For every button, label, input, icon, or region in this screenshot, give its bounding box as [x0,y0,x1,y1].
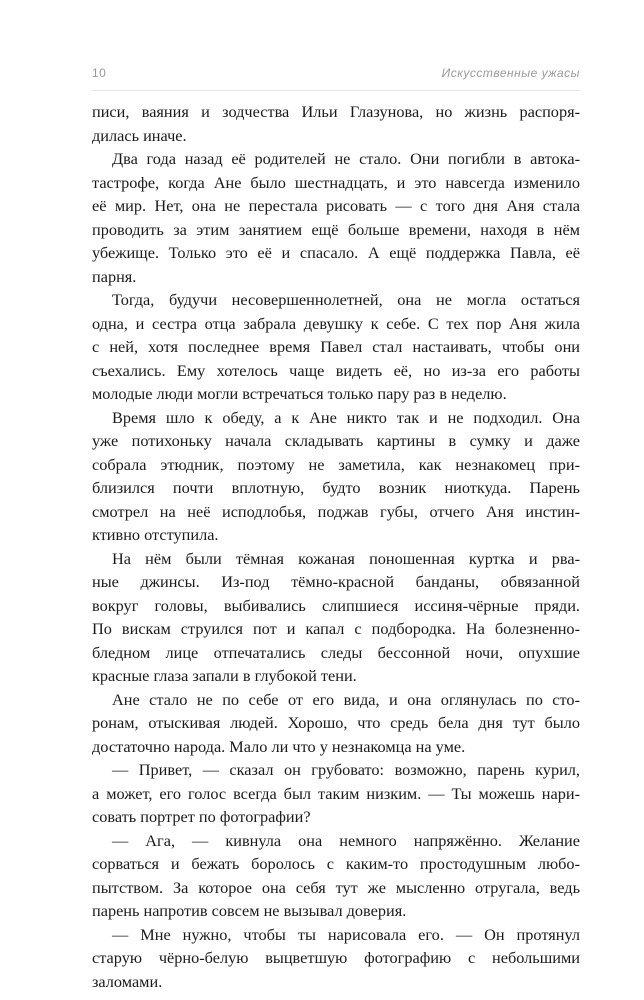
paragraph [92,288,580,406]
text-line: парень напротив совсем не вызывал доверия. [92,901,407,920]
text-line: заломами. [92,971,163,991]
paragraph [92,406,580,547]
text-line: её мир. Нет, она не перестала рисовать — с того дня Аня стала [92,196,580,215]
header-divider [92,90,580,91]
text-line: тастрофе, когда Ане было шестнадцать, и это навсегда изменило [92,172,580,192]
text-line: проводить за этим занятием ещё больше времени, находя в нём [92,219,580,239]
text-line: с ней, хотя последнее время Павел стал настаивать, чтобы они [92,337,580,356]
text-line: На нём были тёмная кожаная поношенная куртка и рва- [112,548,580,568]
text-line: ктивно отступила. [92,525,219,544]
paragraph [92,547,580,688]
text-line: собрала этюдник, поэтому не заметила, как незнакомец при- [92,454,580,474]
paragraph [92,100,580,147]
paragraph [92,923,580,994]
paragraph [92,147,580,288]
text-line: По вискам струился пот и капал с подбородка. На болезненно- [92,619,580,638]
text-line: бледном лице отпечатались следы бессонной ночи, опухшие [92,642,580,662]
text-line: пытством. За которое она себя тут же мысленно отругала, ведь [92,877,580,897]
paragraph [92,688,580,759]
text-line: Ане стало не по себе от его вида, и она оглянулась по сто- [112,689,580,709]
text-line: парня. [92,266,137,286]
page-header [92,66,580,86]
text-line: молодые люди могли встречаться только пару раз в неделю. [92,384,507,403]
paragraph [92,829,580,923]
body-text [92,100,580,993]
text-line: Два года назад её родителей не стало. Они погибли в автока- [112,149,580,168]
text-line: писи, ваяния и зодчества Ильи Глазунова, но жизнь распоря- [92,102,580,121]
text-line: уже потихоньку начала складывать картины в сумку и даже [92,431,580,450]
text-line: совать портрет по фотографии? [92,807,311,826]
text-line: дилась иначе. [92,125,187,145]
text-line: смотрел на неё исподлобья, поджав губы, отчего Аня инстин- [92,501,580,521]
page-number: 10 [92,66,107,80]
text-line: а может, его голос всегда был таким низким. — Ты можешь нари- [92,783,580,803]
text-line: ронам, отыскивая людей. Хорошо, что средь бела дня тут было [92,713,580,732]
text-line: убежище. Только это её и спасало. А ещё поддержка Павла, её [92,243,580,262]
text-line: одна, и сестра отца забрала девушку к себе. С тех пор Аня жила [92,313,580,333]
text-line: съехались. Ему хотелось чаще видеть её, но из-за его работы [92,360,580,380]
text-line: Тогда, будучи несовершеннолетней, она не могла остаться [112,290,580,309]
text-line: достаточно народа. Мало ли что у незнакомца на уме. [92,736,466,756]
text-line: ные джинсы. Из-под тёмно-красной банданы, обвязанной [92,572,580,591]
running-title: Искусственные ужасы [441,66,580,80]
text-line: — Ага, — кивнула она немного напряжённо. Желание [112,830,580,850]
text-line: близился почти вплотную, будто возник ниоткуда. Парень [92,478,580,497]
text-line: — Мне нужно, чтобы ты нарисовала его. — Он протянул [112,924,580,944]
text-line: — Привет, — сказал он грубовато: возможно, парень курил, [112,760,580,779]
text-line: старую чёрно-белую выцветшую фотографию с небольшими [92,948,580,967]
paragraph [92,758,580,829]
text-line: Время шло к обеду, а к Ане никто так и не подходил. Она [112,407,580,427]
text-line: сорваться и бежать боролось с каким-то простодушным любо- [92,854,580,873]
text-line: вокруг головы, выбивались слипшиеся иссиня-чёрные пряди. [92,595,580,615]
text-line: красные глаза запали в глубокой тени. [92,666,357,685]
